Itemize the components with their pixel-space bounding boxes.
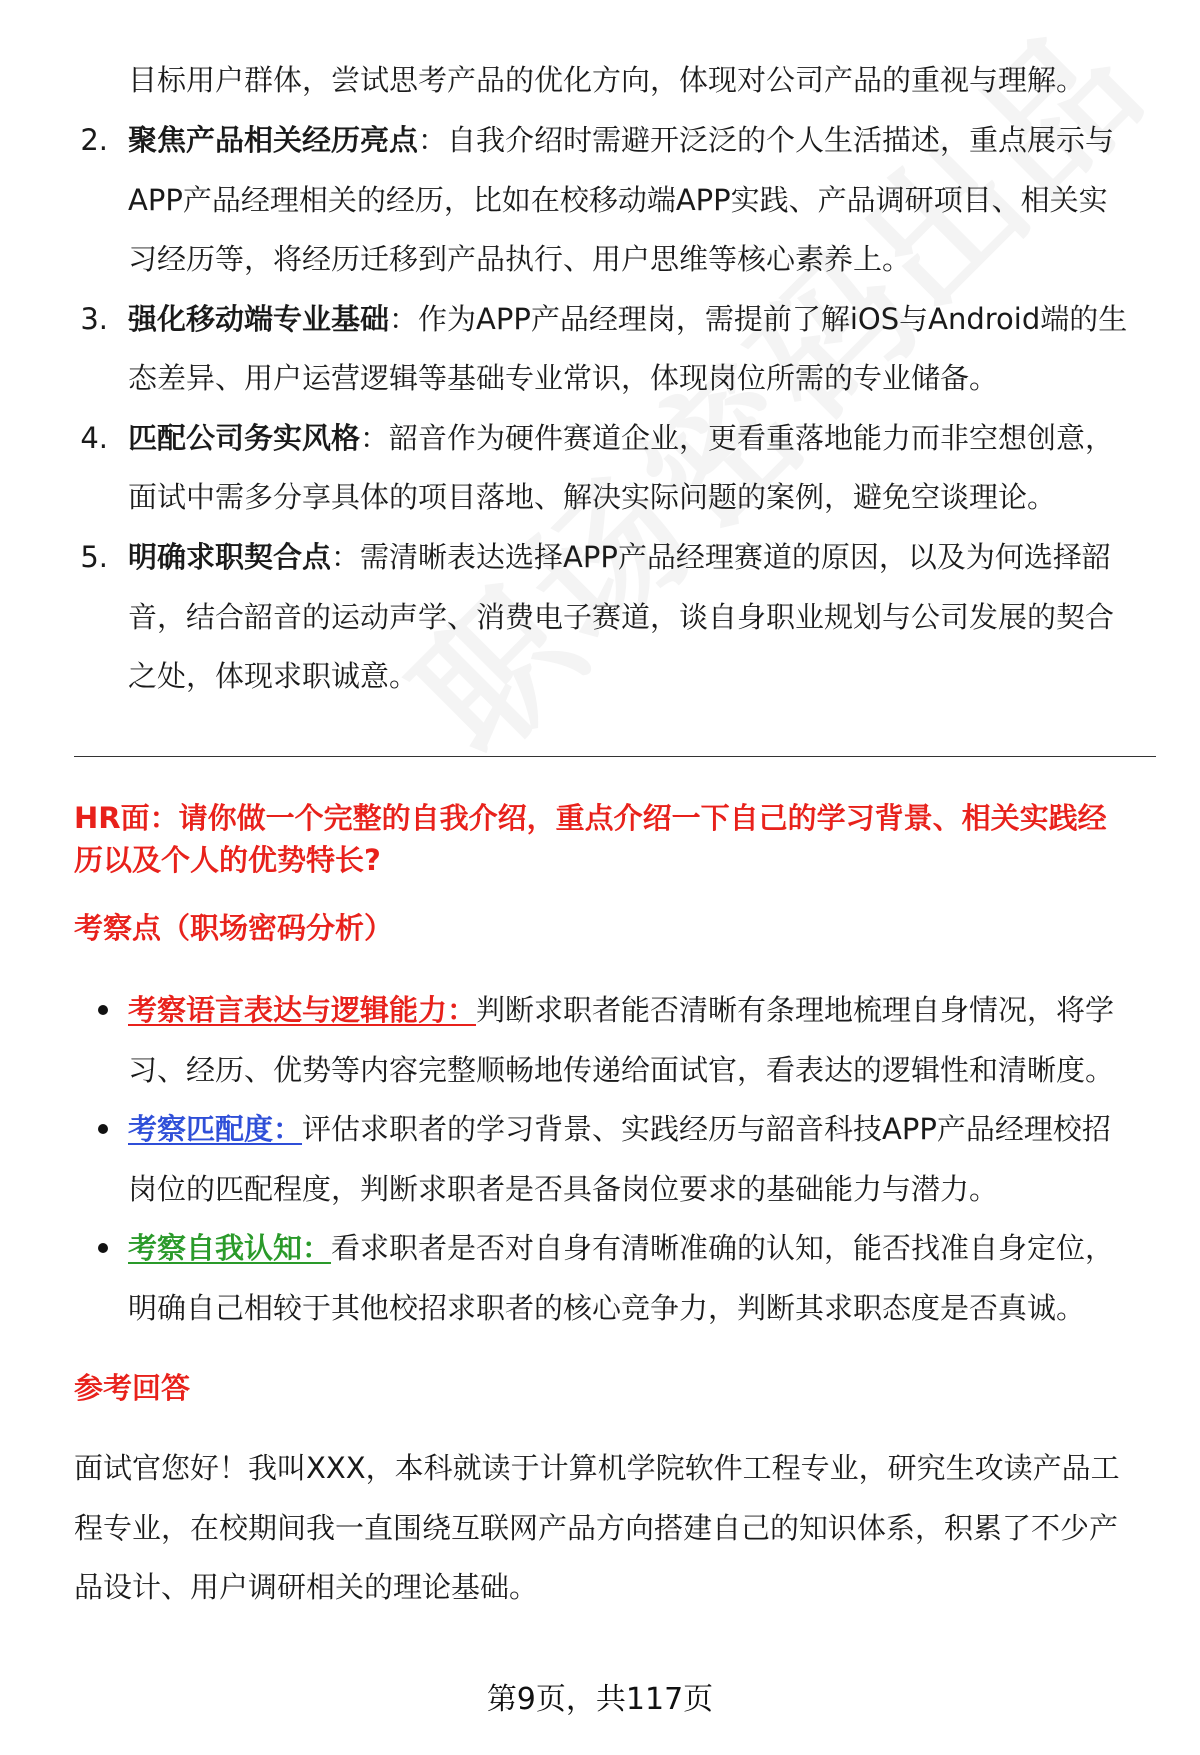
- list-number: 3.: [80, 302, 108, 336]
- bullet-3-line-2: 明确自己相较于其他校招求职者的核心竞争力，判断其求职态度是否真诚。: [128, 1291, 1086, 1325]
- bullet-keyword: 考察匹配度：: [128, 1112, 303, 1146]
- list-item-5-line-2: 音，结合韶音的运动声学、消费电子赛道，谈自身职业规划与公司发展的契合: [128, 600, 1115, 634]
- bullet-dot-icon: [98, 1124, 108, 1134]
- list-item-2-line-2: APP产品经理相关的经历，比如在校移动端APP实践、产品调研项目、相关实: [128, 183, 1108, 217]
- list-item-title: 聚焦产品相关经历亮点: [128, 123, 419, 157]
- answer-line-1: 面试官您好！我叫XXX，本科就读于计算机学院软件工程专业，研究生攻读产品工: [74, 1451, 1120, 1485]
- list-item-text: ：需清晰表达选择APP产品经理赛道的原因，以及为何选择韶: [331, 540, 1111, 574]
- bullet-keyword: 考察语言表达与逻辑能力：: [128, 993, 477, 1027]
- answer-line-3: 品设计、用户调研相关的理论基础。: [74, 1570, 539, 1604]
- list-item-text: ：韶音作为硬件赛道企业，更看重落地能力而非空想创意，: [360, 421, 1115, 455]
- section-divider: [74, 756, 1156, 757]
- bullet-dot-icon: [98, 1243, 108, 1253]
- bullet-1-line-1: [128, 990, 1114, 1030]
- list-item-4-line-1: [128, 418, 1114, 458]
- question-line-2: 历以及个人的优势特长?: [74, 843, 381, 877]
- list-number: 2.: [80, 123, 108, 157]
- bullet-2-line-1: [128, 1109, 1111, 1149]
- list-number: 5.: [80, 540, 108, 574]
- bullet-1-line-2: 习、经历、优势等内容完整顺畅地传递给面试官，看表达的逻辑性和清晰度。: [128, 1053, 1115, 1087]
- answer-heading: 参考回答: [74, 1371, 191, 1405]
- list-item-3-line-1: [128, 299, 1127, 339]
- list-item-title: 强化移动端专业基础: [128, 302, 390, 336]
- bullet-2-line-2: 岗位的匹配程度，判断求职者是否具备岗位要求的基础能力与潜力。: [128, 1172, 999, 1206]
- list-item-1-tail: 目标用户群体，尝试思考产品的优化方向，体现对公司产品的重视与理解。: [128, 63, 1086, 97]
- list-item-text: ：作为APP产品经理岗，需提前了解iOS与Android端的生: [389, 302, 1128, 336]
- list-item-2-line-1: [128, 120, 1114, 160]
- bullet-text: 判断求职者能否清晰有条理地梳理自身情况，将学: [476, 993, 1115, 1027]
- list-item-text: ：自我介绍时需避开泛泛的个人生活描述，重点展示与: [418, 123, 1115, 157]
- list-item-4-line-2: 面试中需多分享具体的项目落地、解决实际问题的案例，避免空谈理论。: [128, 480, 1057, 514]
- list-item-3-line-2: 态差异、用户运营逻辑等基础专业常识，体现岗位所需的专业储备。: [128, 361, 999, 395]
- list-number: 4.: [80, 421, 108, 455]
- bullet-3-line-1: [128, 1228, 1114, 1268]
- question-line-1: HR面：请你做一个完整的自我介绍，重点介绍一下自己的学习背景、相关实践经: [74, 801, 1107, 835]
- list-item-title: 明确求职契合点: [128, 540, 332, 574]
- bullet-text: 看求职者是否对自身有清晰准确的认知，能否找准自身定位，: [331, 1231, 1115, 1265]
- bullet-dot-icon: [98, 1005, 108, 1015]
- answer-line-2: 程专业，在校期间我一直围绕互联网产品方向搭建自己的知识体系，积累了不少产: [74, 1511, 1119, 1545]
- list-item-2-line-3: 习经历等，将经历迁移到产品执行、用户思维等核心素养上。: [128, 242, 912, 276]
- bullet-keyword: 考察自我认知：: [128, 1231, 332, 1265]
- page-number: 第9页，共117页: [486, 1682, 714, 1717]
- list-item-5-line-1: [128, 537, 1111, 577]
- list-item-title: 匹配公司务实风格: [128, 421, 361, 455]
- list-item-5-line-3: 之处，体现求职诚意。: [128, 659, 419, 693]
- analysis-heading: 考察点（职场密码分析）: [74, 911, 394, 945]
- bullet-text: 评估求职者的学习背景、实践经历与韶音科技APP产品经理校招: [302, 1112, 1111, 1146]
